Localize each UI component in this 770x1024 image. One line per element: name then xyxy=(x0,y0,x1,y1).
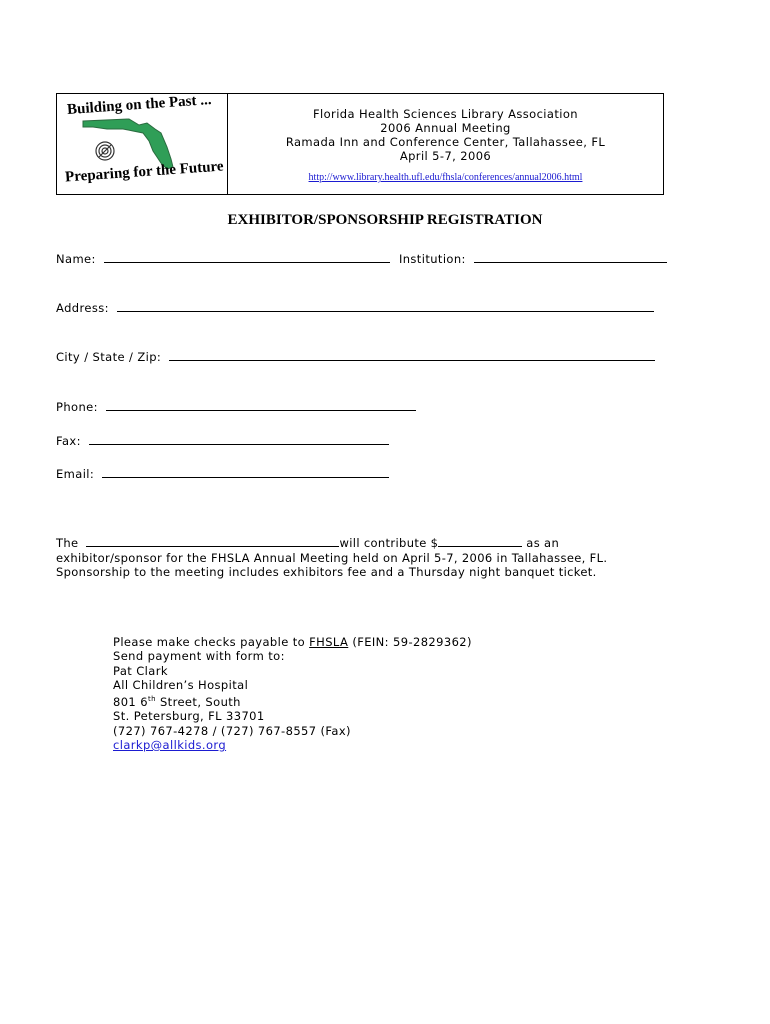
name-label: Name: xyxy=(56,252,96,266)
fax-field[interactable] xyxy=(89,434,389,445)
logo-bottom-text: Preparing for the Future xyxy=(64,158,225,186)
paragraph-rest: for the FHSLA Annual Meeting held on April 5-7, 2006 in Tallahassee, FL. Sponsorship to the meeting includes exhibitors fee and a Thursday night banquet ticket. xyxy=(56,550,608,579)
address-field[interactable] xyxy=(117,301,654,312)
paragraph-as-exhibitor: as an exhibitor/sponsor xyxy=(56,536,560,565)
city-field[interactable] xyxy=(169,350,655,361)
sponsor-name-field[interactable] xyxy=(86,536,339,547)
street-name: Street, South xyxy=(155,695,241,710)
street-line xyxy=(113,692,472,709)
institution-field[interactable] xyxy=(474,252,667,263)
email-field[interactable] xyxy=(102,467,389,478)
paragraph-will-contribute: will contribute $ xyxy=(339,536,439,550)
email-row xyxy=(56,467,389,481)
send-payment-line: Send payment with form to: xyxy=(113,649,285,664)
sponsorship-paragraph xyxy=(56,536,666,580)
name-field[interactable] xyxy=(104,252,390,263)
amount-field[interactable] xyxy=(438,536,522,547)
name-row xyxy=(56,252,667,266)
payable-text: Please make checks payable to xyxy=(113,635,310,649)
phone-fax-line: (727) 767-4278 / (727) 767-8557 (Fax) xyxy=(113,723,351,738)
header-box xyxy=(56,93,664,195)
city-row xyxy=(56,350,655,364)
paragraph-the: The xyxy=(56,536,79,550)
address-label: Address: xyxy=(56,301,109,315)
page-title: EXHIBITOR/SPONSORSHIP REGISTRATION xyxy=(227,212,543,228)
conference-logo xyxy=(57,91,228,194)
meeting-name: 2006 Annual Meeting xyxy=(380,121,511,135)
street-ordinal: th xyxy=(147,695,156,704)
phone-label: Phone: xyxy=(56,400,98,414)
payable-line xyxy=(113,635,472,649)
contact-name: Pat Clark xyxy=(113,663,168,678)
phone-field[interactable] xyxy=(106,400,416,411)
address-row xyxy=(56,301,654,315)
conference-link[interactable]: http://www.library.health.ufl.edu/fhsla/conferences/annual2006.html xyxy=(308,172,583,183)
street-number: 801 6 xyxy=(113,695,148,710)
meeting-dates: April 5-7, 2006 xyxy=(399,149,492,163)
city-label: City / State / Zip: xyxy=(56,350,162,364)
city-line: St. Petersburg, FL 33701 xyxy=(113,709,265,724)
payment-instructions xyxy=(113,635,472,752)
contact-org: All Children’s Hospital xyxy=(113,677,249,692)
email-label: Email: xyxy=(56,467,95,481)
fein-text: (FEIN: 59-2829362) xyxy=(348,635,472,649)
fhsla-text: FHSLA xyxy=(309,635,349,649)
venue: Ramada Inn and Conference Center, Tallahassee, FL xyxy=(285,135,606,149)
institution-label: Institution: xyxy=(398,252,466,266)
org-name: Florida Health Sciences Library Association xyxy=(313,107,578,121)
logo-top-text: Building on the Past ... xyxy=(66,91,212,119)
conference-info xyxy=(228,94,663,194)
fax-row xyxy=(56,434,389,448)
phone-row xyxy=(56,400,416,414)
fax-label: Fax: xyxy=(56,434,81,448)
contact-email-link[interactable]: clarkp@allkids.org xyxy=(113,737,227,752)
